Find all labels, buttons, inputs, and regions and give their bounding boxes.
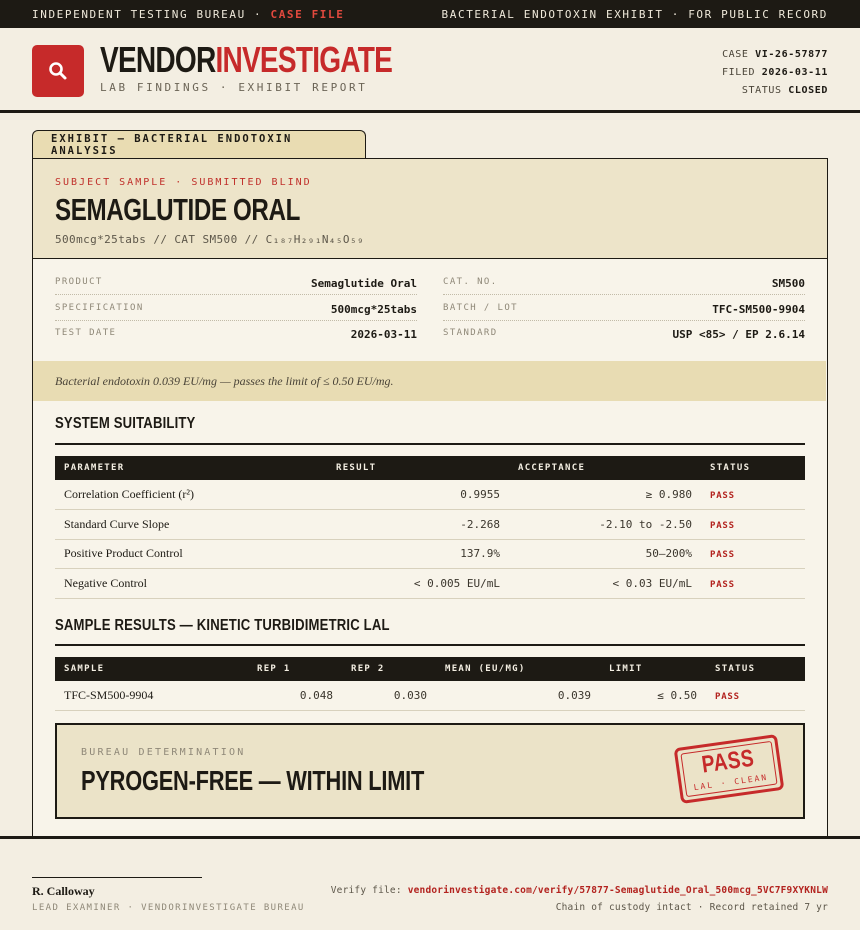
table-header-row xyxy=(55,657,805,681)
column-header: RESULT xyxy=(327,456,509,480)
tagline: LAB FINDINGS · EXHIBIT REPORT xyxy=(100,81,368,94)
suitability-title: SYSTEM SUITABILITY xyxy=(55,415,196,432)
status-row: STATUS CLOSED xyxy=(741,85,828,96)
bureau-label: INDEPENDENT TESTING BUREAU · xyxy=(32,7,271,21)
column-header: ACCEPTANCE xyxy=(509,456,701,480)
top-bar-left xyxy=(32,8,344,21)
result-cell: 137.9% xyxy=(327,539,509,569)
subject-kicker: SUBJECT SAMPLE · SUBMITTED BLIND xyxy=(55,177,312,188)
filed-date: 2026-03-11 xyxy=(761,67,828,78)
chain-of-custody-note: Chain of custody intact · Record retained 7 yr xyxy=(555,902,828,913)
column-header: MEAN (EU/MG) xyxy=(436,657,600,681)
subject-specs: 500mcg*25tabs // CAT SM500 // C₁₈₇H₂₉₁N₄₅O₅₉ xyxy=(55,233,364,246)
stamp-sub-text: LAL · CLEAN xyxy=(693,772,769,793)
parameter-cell: Standard Curve Slope xyxy=(55,510,327,540)
column-header: LIMIT xyxy=(600,657,706,681)
table-row xyxy=(55,681,805,711)
top-bar-right: BACTERIAL ENDOTOXIN EXHIBIT · FOR PUBLIC RECORD xyxy=(441,7,828,21)
footer-divider xyxy=(0,836,860,839)
result-cell: < 0.005 EU/mL xyxy=(327,569,509,599)
result-cell: 0.9955 xyxy=(327,480,509,510)
filed-row: FILED 2026-03-11 xyxy=(722,67,828,78)
table-row xyxy=(55,569,805,599)
exhibit-tab: EXHIBIT — BACTERIAL ENDOTOXIN ANALYSIS xyxy=(32,130,366,159)
column-header: REP 2 xyxy=(342,657,436,681)
case-file-label: CASE FILE xyxy=(270,7,345,21)
sample-cell: TFC-SM500-9904 xyxy=(55,681,248,711)
signature-line xyxy=(32,877,202,878)
sample-results-table xyxy=(55,657,805,711)
detail-standard: STANDARD USP <85> / EP 2.6.14 xyxy=(443,328,805,341)
subject-title: SEMAGLUTIDE ORAL xyxy=(55,192,300,227)
status-badge: PASS xyxy=(710,579,735,590)
status-badge: PASS xyxy=(715,692,740,702)
brand-part-1: VENDOR xyxy=(100,39,216,80)
exhibit-card xyxy=(32,158,828,838)
limit-cell: ≤ 0.50 xyxy=(600,681,706,711)
rep2-cell: 0.030 xyxy=(342,681,436,711)
table-row xyxy=(55,510,805,540)
stamp-main-text: PASS xyxy=(700,744,756,779)
mean-cell: 0.039 xyxy=(436,681,600,711)
determination-text: PYROGEN-FREE — WITHIN LIMIT xyxy=(81,765,425,796)
brand-wordmark[interactable] xyxy=(100,39,393,80)
examiner-name: R. Calloway xyxy=(32,884,95,898)
case-status: CLOSED xyxy=(788,85,828,96)
column-header: REP 1 xyxy=(248,657,342,681)
status-badge: PASS xyxy=(710,550,735,561)
column-header: STATUS xyxy=(706,657,805,681)
pass-stamp xyxy=(674,734,785,804)
parameter-cell: Correlation Coefficient (r²) xyxy=(55,480,327,510)
result-summary-note: Bacterial endotoxin 0.039 EU/mg — passes the limit of ≤ 0.50 EU/mg. xyxy=(33,361,826,401)
sample-results-title: SAMPLE RESULTS — KINETIC TURBIDIMETRIC LAL xyxy=(55,617,390,634)
case-number: VI-26-57877 xyxy=(755,49,828,60)
detail-product: PRODUCT Semaglutide Oral xyxy=(55,277,417,297)
result-cell: -2.268 xyxy=(327,510,509,540)
column-header: STATUS xyxy=(701,456,805,480)
sample-results-rule xyxy=(55,644,805,646)
table-header-row xyxy=(55,456,805,480)
acceptance-cell: -2.10 to -2.50 xyxy=(509,510,701,540)
acceptance-cell: 50–200% xyxy=(509,539,701,569)
status-badge: PASS xyxy=(710,491,735,501)
search-icon xyxy=(47,60,69,82)
suitability-rule xyxy=(55,443,805,445)
header xyxy=(0,28,860,113)
top-bar xyxy=(0,0,860,28)
case-meta xyxy=(722,46,828,100)
bureau-determination xyxy=(55,723,805,819)
determination-label: BUREAU DETERMINATION xyxy=(81,747,246,758)
case-number-row: CASE VI-26-57877 xyxy=(722,49,828,60)
acceptance-cell: < 0.03 EU/mL xyxy=(509,569,701,599)
logo[interactable] xyxy=(32,45,84,97)
brand-part-2: INVESTIGATE xyxy=(215,39,393,80)
verify-file xyxy=(331,885,828,896)
column-header: SAMPLE xyxy=(55,657,248,681)
examiner-role: LEAD EXAMINER · VENDORINVESTIGATE BUREAU xyxy=(32,903,305,913)
parameter-cell: Negative Control xyxy=(55,569,327,599)
detail-specification: SPECIFICATION 500mcg*25tabs xyxy=(55,303,417,323)
table-row xyxy=(55,480,805,510)
rep1-cell: 0.048 xyxy=(248,681,342,711)
verify-label: Verify file: xyxy=(330,885,408,896)
subject-panel xyxy=(33,159,827,259)
verify-link[interactable]: vendorinvestigate.com/verify/57877-Semaglutide_Oral_500mcg_5VC7F9XYKNLW xyxy=(407,885,828,896)
column-header: PARAMETER xyxy=(55,456,327,480)
table-row xyxy=(55,539,805,569)
detail-test-date: TEST DATE 2026-03-11 xyxy=(55,328,417,341)
parameter-cell: Positive Product Control xyxy=(55,539,327,569)
detail-batch: BATCH / LOT TFC-SM500-9904 xyxy=(443,303,805,323)
status-badge: PASS xyxy=(710,520,735,531)
detail-cat-no: CAT. NO. SM500 xyxy=(443,277,805,297)
suitability-table xyxy=(55,456,805,599)
acceptance-cell: ≥ 0.980 xyxy=(509,480,701,510)
